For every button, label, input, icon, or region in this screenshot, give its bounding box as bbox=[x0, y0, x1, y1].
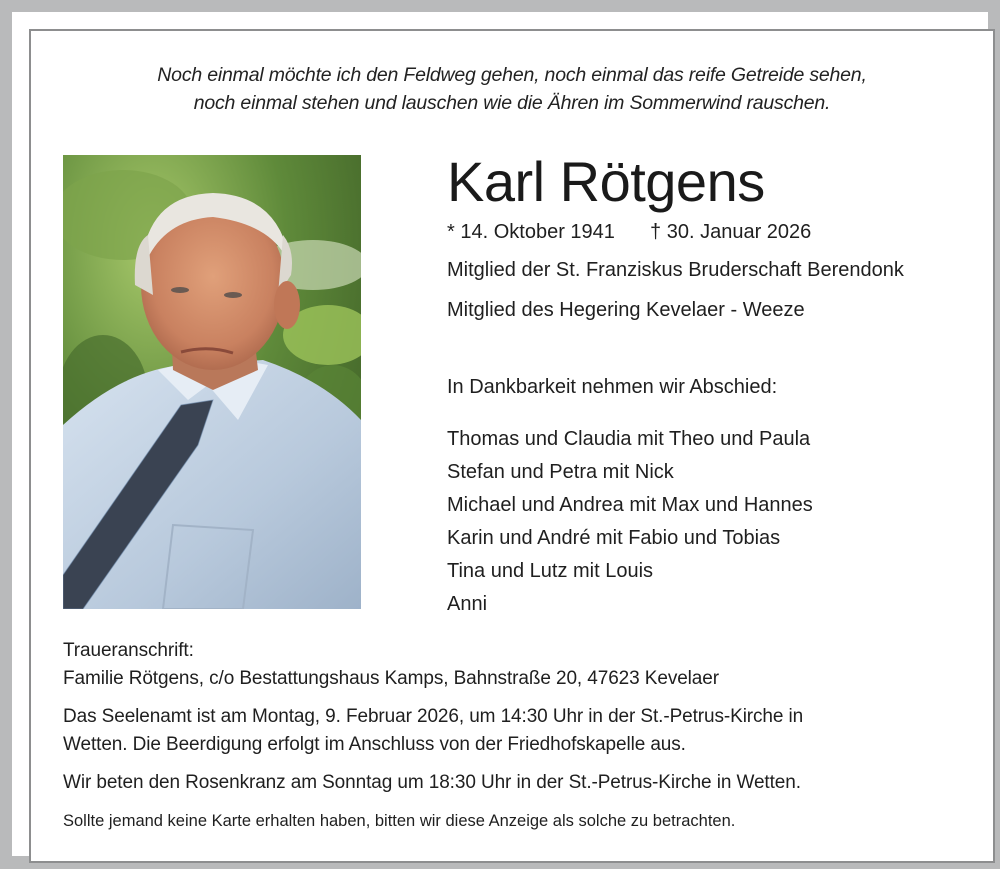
deceased-name: Karl Rötgens bbox=[447, 150, 765, 213]
mourner-item: Stefan und Petra mit Nick bbox=[447, 461, 674, 483]
death-date: 30. Januar 2026 bbox=[666, 221, 812, 243]
closing-note: Sollte jemand keine Karte erhalten haben, bitten wir diese Anzeige als solche zu betrachten. bbox=[63, 812, 736, 830]
death-cross-icon: † bbox=[650, 221, 662, 243]
address-label: Traueranschrift: bbox=[63, 640, 194, 661]
mourner-item: Karin und André mit Fabio und Tobias bbox=[447, 527, 781, 549]
service-line-1: Das Seelenamt ist am Montag, 9. Februar 2026, um 14:30 Uhr in der St.-Petrus-Kirche in bbox=[63, 706, 804, 727]
farewell-intro: In Dankbarkeit nehmen wir Abschied: bbox=[447, 376, 778, 398]
address-value: Familie Rötgens, c/o Bestattungshaus Kamps, Bahnstraße 20, 47623 Kevelaer bbox=[63, 668, 719, 689]
mourners-list bbox=[447, 423, 813, 621]
birth-date: 14. Oktober 1941 bbox=[460, 221, 615, 243]
mourner-item: Thomas und Claudia mit Theo und Paula bbox=[447, 428, 811, 450]
mourner-item: Anni bbox=[447, 593, 488, 615]
obituary-frame bbox=[29, 29, 995, 863]
birth-symbol: * bbox=[447, 221, 455, 243]
life-dates bbox=[447, 219, 811, 245]
mourner-item: Tina und Lutz mit Louis bbox=[447, 560, 654, 582]
verse-line-2: noch einmal stehen und lauschen wie die Ähren im Sommerwind rauschen. bbox=[193, 92, 831, 114]
portrait-photo bbox=[63, 155, 361, 609]
verse-line-1: Noch einmal möchte ich den Feldweg gehen, noch einmal das reife Getreide sehen, bbox=[157, 64, 867, 86]
service-line-2: Wetten. Die Beerdigung erfolgt im Anschluss von der Friedhofskapelle aus. bbox=[63, 734, 686, 755]
membership-2: Mitglied des Hegering Kevelaer - Weeze bbox=[447, 299, 805, 321]
mourner-item: Michael und Andrea mit Max und Hannes bbox=[447, 494, 813, 516]
poem-verse bbox=[31, 61, 993, 117]
membership-1: Mitglied der St. Franziskus Bruderschaft Berendonk bbox=[447, 259, 904, 281]
obituary-panel bbox=[12, 12, 988, 856]
rosary-line: Wir beten den Rosenkranz am Sonntag um 18:30 Uhr in der St.-Petrus-Kirche in Wetten. bbox=[63, 772, 801, 793]
